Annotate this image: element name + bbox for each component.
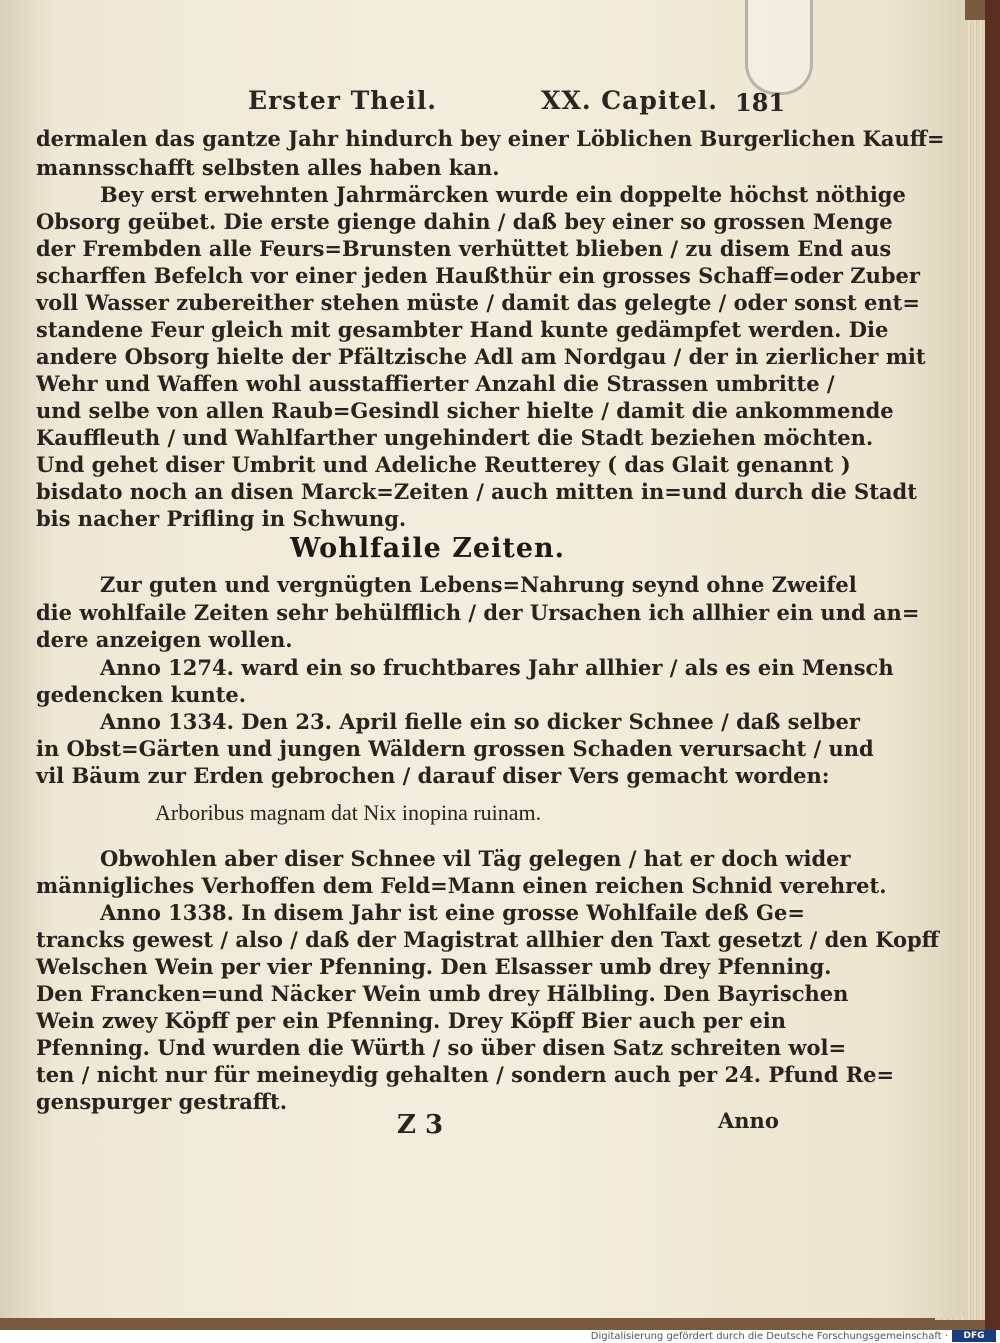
catchword: Anno xyxy=(718,1108,779,1133)
section-heading: Wohlfaile Zeiten. xyxy=(290,533,566,564)
text-line: der Frembden alle Feurs=Brunsten verhüttet blieben / zu disem End aus xyxy=(36,236,892,261)
latin-verse: Arboribus magnam dat Nix inopina ruinam. xyxy=(155,800,542,825)
text-line: Kauffleuth / und Wahlfarther ungehindert die Stadt beziehen möchten. xyxy=(36,425,874,450)
text-line: Zur guten und vergnügten Lebens=Nahrung seynd ohne Zweifel xyxy=(100,572,857,597)
page-clip xyxy=(745,0,813,95)
text-line: ten / nicht nur für meineydig gehalten / sondern auch per 24. Pfund Re= xyxy=(36,1062,895,1087)
text-line: Obsorg geübet. Die erste gienge dahin / daß bey einer so grossen Menge xyxy=(36,209,893,234)
text-line: scharffen Befelch vor einer jeden Haußthür ein grosses Schaff=oder Zuber xyxy=(36,263,920,288)
text-line: in Obst=Gärten und jungen Wäldern grossen Schaden verursacht / und xyxy=(36,736,874,761)
text-line: und selbe von allen Raub=Gesindl sicher hielte / damit die ankommende xyxy=(36,398,894,423)
text-line: andere Obsorg hielte der Pfältzische Adl am Nordgau / der in zierlicher mit xyxy=(36,344,926,369)
text-line: standene Feur gleich mit gesambter Hand kunte gedämpfet werden. Die xyxy=(36,317,889,342)
text-line: Wehr und Waffen wohl ausstaffierter Anzahl die Strassen umbritte / xyxy=(36,371,835,396)
text-line: genspurger gestrafft. xyxy=(36,1089,288,1114)
text-line: Den Francken=und Näcker Wein umb drey Hälbling. Den Bayrischen xyxy=(36,981,849,1006)
funding-credit: Digitalisierung gefördert durch die Deutsche Forschungsgemeinschaft · xyxy=(590,1331,948,1342)
text-line: Und gehet diser Umbrit und Adeliche Reutterey ( das Glait genannt ) xyxy=(36,452,851,477)
text-line: Pfenning. Und wurden die Würth / so über disen Satz schreiten wol= xyxy=(36,1035,847,1060)
book-cover-edge xyxy=(985,0,1000,1330)
text-line: trancks gewest / also / daß der Magistrat allhier den Taxt gesetzt / den Kopff xyxy=(36,927,939,952)
text-line: Anno 1334. Den 23. April fielle ein so dicker Schnee / daß selber xyxy=(100,709,860,734)
header-part: Erster Theil. xyxy=(248,86,438,115)
dfg-logo: DFG xyxy=(952,1330,996,1342)
text-line: vil Bäum zur Erden gebrochen / darauf diser Vers gemacht worden: xyxy=(36,763,830,788)
running-header xyxy=(248,86,788,116)
text-line: Welschen Wein per vier Pfenning. Den Elsasser umb drey Pfenning. xyxy=(36,954,832,979)
text-line: bisdato noch an disen Marck=Zeiten / auch mitten in=und durch die Stadt xyxy=(36,479,917,504)
text-line: dere anzeigen wollen. xyxy=(36,627,293,652)
text-line: mannsschafft selbsten alles haben kan. xyxy=(36,155,500,180)
signature-mark: Z 3 xyxy=(397,1110,444,1140)
text-line: voll Wasser zubereither stehen müste / damit das gelegte / oder sonst ent= xyxy=(36,290,920,315)
text-line: Bey erst erwehnten Jahrmärcken wurde ein doppelte höchst nöthige xyxy=(100,182,906,207)
text-line: gedencken kunte. xyxy=(36,682,247,707)
text-line: dermalen das gantze Jahr hindurch bey einer Löblichen Burgerlichen Kauff= xyxy=(36,126,945,151)
text-line: die wohlfaile Zeiten sehr behülfflich / der Ursachen ich allhier ein und an= xyxy=(36,600,920,625)
text-line: Anno 1338. In disem Jahr ist eine grosse Wohlfaile deß Ge= xyxy=(100,900,805,925)
text-line: Wein zwey Köpff per ein Pfenning. Drey Köpff Bier auch per ein xyxy=(36,1008,786,1033)
text-line: männigliches Verhoffen dem Feld=Mann einen reichen Schnid verehret. xyxy=(36,873,887,898)
page-number: 181 xyxy=(735,88,786,117)
text-line: bis nacher Prifling in Schwung. xyxy=(36,506,407,531)
text-line: Obwohlen aber diser Schnee vil Täg gelegen / hat er doch wider xyxy=(100,846,851,871)
header-chapter: XX. Capitel. xyxy=(541,86,718,115)
text-line: Anno 1274. ward ein so fruchtbares Jahr allhier / als es ein Mensch xyxy=(100,655,894,680)
